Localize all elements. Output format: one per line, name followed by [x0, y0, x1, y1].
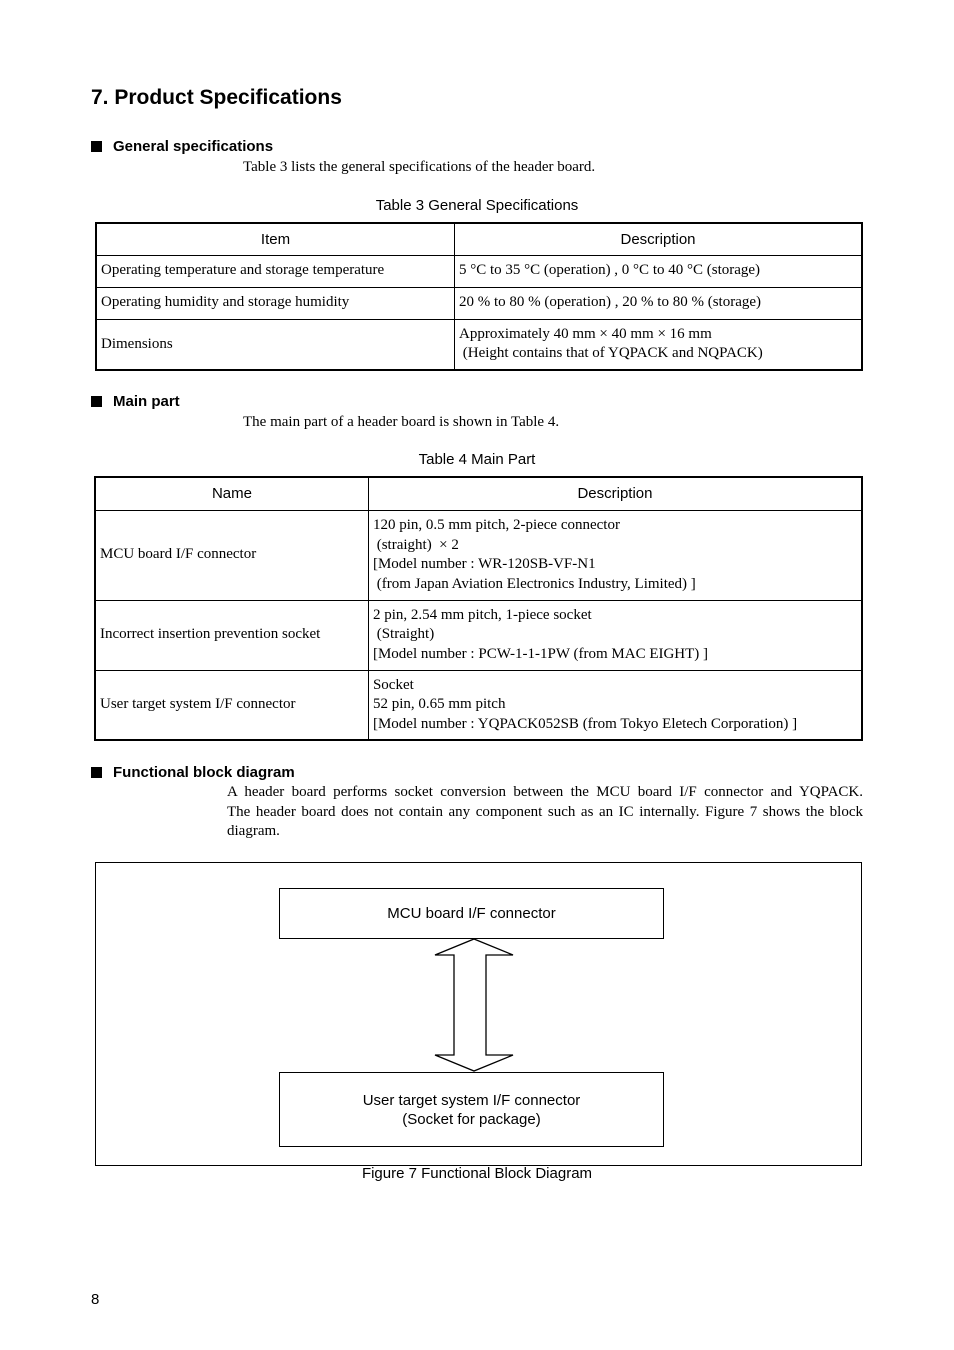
general-spec-table	[95, 222, 863, 371]
bullet-square-icon	[91, 396, 102, 407]
user-target-connector-block	[279, 1072, 664, 1147]
description-line: (from Japan Aviation Electronics Industry, Limited) ]	[372, 575, 696, 592]
description-line: 2 pin, 2.54 mm pitch, 1-piece socket	[372, 606, 592, 623]
general-intro: Table 3 lists the general specifications of the header board.	[243, 159, 596, 175]
item-cell: Dimensions	[96, 319, 455, 370]
description-line: [Model number : WR-120SB-VF-N1	[372, 556, 596, 572]
mcu-connector-block	[279, 888, 664, 939]
description-cell	[368, 670, 862, 740]
table-row	[95, 600, 862, 670]
paragraph-line: The header board does not contain any component such as an IC internally. Figure 7 shows the block	[227, 803, 863, 820]
block-diagram-paragraph	[227, 783, 863, 842]
block-sublabel: (Socket for package)	[402, 1110, 541, 1128]
paragraph-line: diagram.	[227, 823, 280, 839]
section-heading-label: Functional block diagram	[113, 764, 295, 781]
table-row	[96, 287, 862, 319]
description-line: (Straight)	[372, 626, 435, 643]
table-row	[96, 319, 862, 370]
description-cell	[455, 287, 863, 319]
name-cell: Incorrect insertion prevention socket	[95, 600, 368, 670]
description-cell	[455, 319, 863, 370]
table-header-row	[95, 477, 862, 510]
description-line: Socket	[372, 676, 414, 693]
description-line: Approximately 40 mm × 40 mm × 16 mm	[459, 325, 712, 342]
description-line: (straight) × 2	[372, 536, 459, 553]
description-line: [Model number : PCW-1-1-1PW (from MAC EIGHT) ]	[372, 645, 709, 662]
table3-caption: Table 3 General Specifications	[375, 197, 579, 214]
header-description: Description	[455, 223, 863, 255]
item-cell: Operating temperature and storage temperature	[96, 255, 455, 287]
description-line: 52 pin, 0.65 mm pitch	[372, 696, 506, 712]
section-heading-block-diagram	[91, 764, 295, 781]
description-line: 20 % to 80 % (operation) , 20 % to 80 % (storage)	[459, 294, 762, 311]
description-line: (Height contains that of YQPACK and NQPACK)	[459, 345, 763, 362]
page-number: 8	[91, 1291, 100, 1308]
header-description: Description	[368, 477, 862, 510]
main-part-intro: The main part of a header board is shown in Table 4.	[243, 414, 560, 430]
block-label: MCU board I/F connector	[387, 905, 556, 922]
name-cell: User target system I/F connector	[95, 670, 368, 740]
table-row	[95, 670, 862, 740]
section-heading-general	[91, 138, 273, 155]
table4-caption: Table 4 Main Part	[418, 451, 536, 468]
table-header-row	[96, 223, 862, 255]
description-line: [Model number : YQPACK052SB (from Tokyo Eletech Corporation) ]	[372, 715, 798, 732]
paragraph-line: A header board performs socket conversion between the MCU board I/F connector and YQPACK.	[227, 784, 863, 800]
bullet-square-icon	[91, 141, 102, 152]
page-title: 7. Product Specifications	[91, 86, 342, 109]
description-line: 5 °C to 35 °C (operation) , 0 °C to 40 °C (storage)	[459, 262, 761, 279]
section-heading-label: Main part	[113, 393, 180, 410]
table-row	[95, 510, 862, 600]
description-cell	[455, 255, 863, 287]
section-heading-label: General specifications	[113, 138, 274, 155]
description-line: 120 pin, 0.5 mm pitch, 2-piece connector	[372, 517, 620, 533]
double-arrow-icon	[426, 938, 516, 1072]
main-part-table	[94, 476, 863, 741]
header-item: Item	[96, 223, 455, 255]
description-cell	[368, 600, 862, 670]
item-cell: Operating humidity and storage humidity	[96, 287, 455, 319]
block-diagram-figure	[95, 862, 862, 1166]
bullet-square-icon	[91, 767, 102, 778]
block-label: User target system I/F connector	[362, 1091, 581, 1109]
description-cell	[368, 510, 862, 600]
header-name: Name	[95, 477, 368, 510]
name-cell: MCU board I/F connector	[95, 510, 368, 600]
figure7-caption: Figure 7 Functional Block Diagram	[361, 1165, 593, 1182]
table-row	[96, 255, 862, 287]
section-heading-main-part	[91, 393, 180, 410]
